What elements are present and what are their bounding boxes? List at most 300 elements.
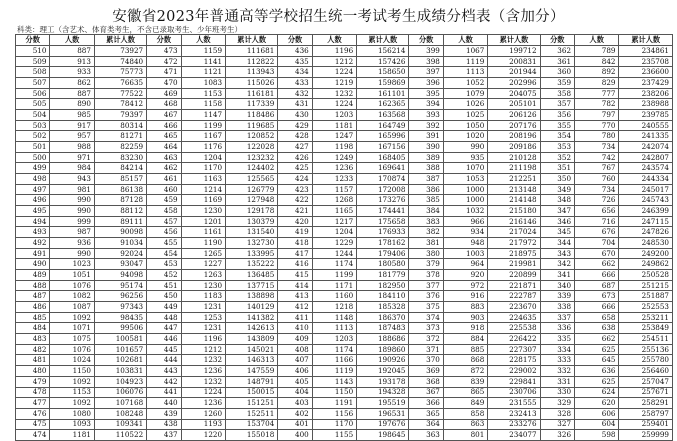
table-cell: 495 bbox=[16, 206, 50, 217]
table-cell: 255780 bbox=[619, 355, 673, 366]
table-cell: 424 bbox=[278, 174, 312, 185]
table-header-row bbox=[16, 35, 673, 46]
table-cell: 343 bbox=[540, 248, 574, 259]
table-cell: 377 bbox=[409, 280, 443, 291]
table-cell: 258291 bbox=[619, 398, 673, 409]
table-cell: 500 bbox=[16, 152, 50, 163]
table-cell: 493 bbox=[16, 227, 50, 238]
table-cell: 1227 bbox=[181, 259, 225, 270]
table-cell: 935 bbox=[443, 152, 487, 163]
table-cell: 373 bbox=[409, 323, 443, 334]
table-cell: 419 bbox=[278, 227, 312, 238]
table-cell: 112822 bbox=[226, 56, 278, 67]
table-cell: 1236 bbox=[181, 366, 225, 377]
table-cell: 1212 bbox=[181, 344, 225, 355]
table-cell: 82259 bbox=[94, 142, 146, 153]
table-cell: 379 bbox=[409, 259, 443, 270]
table-cell: 459 bbox=[147, 195, 181, 206]
table-cell: 1075 bbox=[50, 334, 94, 345]
table-cell: 84214 bbox=[94, 163, 146, 174]
table-cell: 415 bbox=[278, 270, 312, 281]
table-cell: 662 bbox=[575, 259, 619, 270]
table-cell: 1167 bbox=[181, 131, 225, 142]
table-cell: 362 bbox=[540, 46, 574, 57]
table-cell: 467 bbox=[147, 110, 181, 121]
table-cell: 92024 bbox=[94, 248, 146, 259]
table-cell: 350 bbox=[540, 174, 574, 185]
table-cell: 426 bbox=[278, 152, 312, 163]
table-row bbox=[16, 184, 673, 195]
table-cell: 1265 bbox=[181, 248, 225, 259]
table-cell: 1176 bbox=[181, 142, 225, 153]
table-cell: 396 bbox=[409, 78, 443, 89]
table-cell: 1236 bbox=[181, 398, 225, 409]
table-cell: 606 bbox=[575, 408, 619, 419]
table-cell: 1150 bbox=[312, 387, 356, 398]
table-cell: 226422 bbox=[488, 334, 540, 345]
table-cell: 1230 bbox=[181, 280, 225, 291]
table-cell: 430 bbox=[278, 110, 312, 121]
table-cell: 89111 bbox=[94, 216, 146, 227]
table-cell: 475 bbox=[16, 419, 50, 430]
table-cell: 103831 bbox=[94, 366, 146, 377]
table-cell: 83230 bbox=[94, 152, 146, 163]
table-cell: 351 bbox=[540, 163, 574, 174]
table-cell: 332 bbox=[540, 366, 574, 377]
table-cell: 123232 bbox=[226, 152, 278, 163]
table-cell: 257047 bbox=[619, 376, 673, 387]
table-cell: 625 bbox=[575, 376, 619, 387]
table-cell: 127948 bbox=[226, 195, 278, 206]
table-cell: 153704 bbox=[226, 419, 278, 430]
table-cell: 227307 bbox=[488, 344, 540, 355]
table-cell: 496 bbox=[16, 195, 50, 206]
table-cell: 152511 bbox=[226, 408, 278, 419]
table-cell: 414 bbox=[278, 280, 312, 291]
table-cell: 990 bbox=[443, 142, 487, 153]
table-cell: 918 bbox=[443, 323, 487, 334]
table-cell: 353 bbox=[540, 142, 574, 153]
table-cell: 1204 bbox=[312, 227, 356, 238]
table-cell: 326 bbox=[540, 430, 574, 441]
table-cell: 238206 bbox=[619, 88, 673, 99]
table-cell: 143809 bbox=[226, 334, 278, 345]
table-cell: 348 bbox=[540, 195, 574, 206]
table-cell: 1121 bbox=[181, 67, 225, 78]
table-row bbox=[16, 216, 673, 227]
column-header: 累计人数 bbox=[357, 35, 409, 46]
table-cell: 1023 bbox=[50, 259, 94, 270]
table-cell: 381 bbox=[409, 238, 443, 249]
table-cell: 331 bbox=[540, 376, 574, 387]
table-row bbox=[16, 88, 673, 99]
table-cell: 625 bbox=[575, 344, 619, 355]
table-cell: 341 bbox=[540, 270, 574, 281]
table-row bbox=[16, 291, 673, 302]
table-cell: 148791 bbox=[226, 376, 278, 387]
table-cell: 118486 bbox=[226, 110, 278, 121]
table-cell: 903 bbox=[443, 312, 487, 323]
table-cell: 238988 bbox=[619, 99, 673, 110]
table-cell: 371 bbox=[409, 344, 443, 355]
table-cell: 356 bbox=[540, 110, 574, 121]
table-cell: 1092 bbox=[50, 376, 94, 387]
table-cell: 199712 bbox=[488, 46, 540, 57]
table-cell: 163568 bbox=[357, 110, 409, 121]
table-cell: 413 bbox=[278, 291, 312, 302]
table-cell: 404 bbox=[278, 387, 312, 398]
table-cell: 673 bbox=[575, 291, 619, 302]
table-cell: 176933 bbox=[357, 227, 409, 238]
table-cell: 428 bbox=[278, 131, 312, 142]
table-cell: 1231 bbox=[181, 323, 225, 334]
table-cell: 1076 bbox=[50, 344, 94, 355]
table-cell: 249862 bbox=[619, 259, 673, 270]
table-cell: 161101 bbox=[357, 88, 409, 99]
table-cell: 91034 bbox=[94, 238, 146, 249]
table-cell: 716 bbox=[575, 216, 619, 227]
table-cell: 236600 bbox=[619, 67, 673, 78]
table-cell: 1157 bbox=[312, 184, 356, 195]
table-cell: 972 bbox=[443, 280, 487, 291]
table-cell: 1000 bbox=[443, 184, 487, 195]
table-cell: 1141 bbox=[181, 56, 225, 67]
table-cell: 96256 bbox=[94, 291, 146, 302]
table-cell: 494 bbox=[16, 216, 50, 227]
table-cell: 458 bbox=[147, 206, 181, 217]
column-header: 累计人数 bbox=[226, 35, 278, 46]
table-cell: 452 bbox=[147, 270, 181, 281]
table-cell: 1219 bbox=[312, 78, 356, 89]
table-cell: 1087 bbox=[50, 302, 94, 313]
table-cell: 243574 bbox=[619, 163, 673, 174]
table-cell: 984 bbox=[50, 163, 94, 174]
table-cell: 481 bbox=[16, 355, 50, 366]
table-cell: 498 bbox=[16, 174, 50, 185]
table-row bbox=[16, 344, 673, 355]
table-cell: 410 bbox=[278, 323, 312, 334]
table-cell: 157426 bbox=[357, 56, 409, 67]
table-cell: 461 bbox=[147, 174, 181, 185]
table-row bbox=[16, 174, 673, 185]
table-cell: 131540 bbox=[226, 227, 278, 238]
table-body bbox=[16, 46, 673, 441]
table-cell: 503 bbox=[16, 120, 50, 131]
table-cell: 394 bbox=[409, 99, 443, 110]
table-cell: 247826 bbox=[619, 227, 673, 238]
table-cell: 242807 bbox=[619, 152, 673, 163]
table-cell: 241335 bbox=[619, 131, 673, 142]
table-cell: 347 bbox=[540, 206, 574, 217]
table-cell: 645 bbox=[575, 355, 619, 366]
table-cell: 140129 bbox=[226, 302, 278, 313]
table-cell: 638 bbox=[575, 323, 619, 334]
table-cell: 354 bbox=[540, 131, 574, 142]
column-header: 分数 bbox=[278, 35, 312, 46]
table-cell: 145021 bbox=[226, 344, 278, 355]
table-cell: 1153 bbox=[181, 88, 225, 99]
table-cell: 100581 bbox=[94, 334, 146, 345]
table-cell: 726 bbox=[575, 195, 619, 206]
table-cell: 1071 bbox=[50, 323, 94, 334]
table-cell: 444 bbox=[147, 355, 181, 366]
table-cell: 151251 bbox=[226, 398, 278, 409]
table-cell: 1169 bbox=[181, 195, 225, 206]
table-cell: 222787 bbox=[488, 291, 540, 302]
table-cell: 333 bbox=[540, 355, 574, 366]
table-cell: 147559 bbox=[226, 366, 278, 377]
column-header: 人数 bbox=[312, 35, 356, 46]
table-cell: 480 bbox=[16, 366, 50, 377]
table-cell: 1203 bbox=[312, 334, 356, 345]
table-cell: 221871 bbox=[488, 280, 540, 291]
table-cell: 122028 bbox=[226, 142, 278, 153]
table-cell: 367 bbox=[409, 387, 443, 398]
table-cell: 389 bbox=[409, 152, 443, 163]
table-cell: 1174 bbox=[312, 344, 356, 355]
table-cell: 1079 bbox=[443, 88, 487, 99]
table-cell: 401 bbox=[278, 419, 312, 430]
table-cell: 913 bbox=[50, 56, 94, 67]
table-cell: 465 bbox=[147, 131, 181, 142]
table-cell: 1174 bbox=[312, 259, 356, 270]
table-cell: 990 bbox=[50, 195, 94, 206]
table-cell: 839 bbox=[443, 376, 487, 387]
table-cell: 433 bbox=[278, 78, 312, 89]
table-cell: 375 bbox=[409, 302, 443, 313]
table-cell: 448 bbox=[147, 312, 181, 323]
table-cell: 99506 bbox=[94, 323, 146, 334]
table-cell: 490 bbox=[16, 259, 50, 270]
table-cell: 620 bbox=[575, 398, 619, 409]
table-cell: 223670 bbox=[488, 302, 540, 313]
table-cell: 101657 bbox=[94, 344, 146, 355]
table-cell: 892 bbox=[575, 67, 619, 78]
table-cell: 327 bbox=[540, 419, 574, 430]
table-cell: 217024 bbox=[488, 227, 540, 238]
table-cell: 454 bbox=[147, 248, 181, 259]
table-cell: 210128 bbox=[488, 152, 540, 163]
table-cell: 250528 bbox=[619, 270, 673, 281]
table-row bbox=[16, 152, 673, 163]
table-cell: 231555 bbox=[488, 398, 540, 409]
column-header: 累计人数 bbox=[488, 35, 540, 46]
table-cell: 78412 bbox=[94, 99, 146, 110]
table-cell: 146313 bbox=[226, 355, 278, 366]
table-cell: 484 bbox=[16, 323, 50, 334]
table-cell: 1224 bbox=[181, 387, 225, 398]
table-cell: 412 bbox=[278, 302, 312, 313]
table-cell: 464 bbox=[147, 142, 181, 153]
table-cell: 1236 bbox=[312, 163, 356, 174]
table-row bbox=[16, 387, 673, 398]
table-cell: 242074 bbox=[619, 142, 673, 153]
table-cell: 395 bbox=[409, 88, 443, 99]
subject-category-line: 科类：理工（含艺术、体育类考生，不含已录取考生、少年班考生） bbox=[17, 25, 242, 34]
table-cell: 141382 bbox=[226, 312, 278, 323]
table-cell: 234861 bbox=[619, 46, 673, 57]
table-cell: 97343 bbox=[94, 302, 146, 313]
table-cell: 506 bbox=[16, 88, 50, 99]
table-cell: 142613 bbox=[226, 323, 278, 334]
table-cell: 217972 bbox=[488, 238, 540, 249]
table-row bbox=[16, 195, 673, 206]
table-cell: 184110 bbox=[357, 291, 409, 302]
table-cell: 1224 bbox=[312, 99, 356, 110]
table-cell: 170874 bbox=[357, 174, 409, 185]
table-row bbox=[16, 56, 673, 67]
table-row bbox=[16, 46, 673, 57]
table-cell: 443 bbox=[147, 366, 181, 377]
table-cell: 253211 bbox=[619, 312, 673, 323]
table-cell: 119685 bbox=[226, 120, 278, 131]
table-cell: 1199 bbox=[312, 270, 356, 281]
table-cell: 420 bbox=[278, 216, 312, 227]
table-row bbox=[16, 334, 673, 345]
table-cell: 233276 bbox=[488, 419, 540, 430]
table-cell: 1160 bbox=[312, 291, 356, 302]
table-cell: 1083 bbox=[181, 78, 225, 89]
table-cell: 393 bbox=[409, 110, 443, 121]
table-cell: 863 bbox=[443, 419, 487, 430]
table-cell: 990 bbox=[50, 206, 94, 217]
table-cell: 849 bbox=[443, 398, 487, 409]
table-cell: 884 bbox=[443, 334, 487, 345]
table-cell: 398 bbox=[409, 56, 443, 67]
column-header: 人数 bbox=[181, 35, 225, 46]
table-cell: 508 bbox=[16, 67, 50, 78]
table-cell: 164749 bbox=[357, 120, 409, 131]
table-cell: 408 bbox=[278, 344, 312, 355]
table-cell: 259999 bbox=[619, 430, 673, 441]
table-cell: 218975 bbox=[488, 248, 540, 259]
table-cell: 1155 bbox=[312, 430, 356, 441]
table-row bbox=[16, 259, 673, 270]
table-cell: 136485 bbox=[226, 270, 278, 281]
table-cell: 402 bbox=[278, 408, 312, 419]
table-cell: 858 bbox=[443, 408, 487, 419]
table-row bbox=[16, 131, 673, 142]
table-cell: 98435 bbox=[94, 312, 146, 323]
table-cell: 1201 bbox=[181, 216, 225, 227]
table-cell: 185328 bbox=[357, 302, 409, 313]
table-cell: 624 bbox=[575, 387, 619, 398]
table-cell: 174441 bbox=[357, 206, 409, 217]
table-cell: 198645 bbox=[357, 430, 409, 441]
table-cell: 1253 bbox=[181, 312, 225, 323]
table-cell: 214148 bbox=[488, 195, 540, 206]
table-cell: 216146 bbox=[488, 216, 540, 227]
table-cell: 1143 bbox=[312, 376, 356, 387]
table-cell: 115026 bbox=[226, 78, 278, 89]
table-cell: 1204 bbox=[181, 152, 225, 163]
table-cell: 357 bbox=[540, 99, 574, 110]
table-cell: 917 bbox=[50, 120, 94, 131]
table-cell: 887 bbox=[50, 88, 94, 99]
table-cell: 666 bbox=[575, 270, 619, 281]
table-cell: 492 bbox=[16, 238, 50, 249]
table-cell: 488 bbox=[16, 280, 50, 291]
table-cell: 1150 bbox=[50, 366, 94, 377]
table-cell: 253849 bbox=[619, 323, 673, 334]
table-cell: 936 bbox=[50, 238, 94, 249]
table-cell: 1198 bbox=[312, 142, 356, 153]
table-cell: 215180 bbox=[488, 206, 540, 217]
table-cell: 687 bbox=[575, 280, 619, 291]
table-cell: 193178 bbox=[357, 376, 409, 387]
table-row bbox=[16, 323, 673, 334]
table-cell: 1052 bbox=[443, 78, 487, 89]
table-cell: 172008 bbox=[357, 184, 409, 195]
table-cell: 248530 bbox=[619, 238, 673, 249]
table-row bbox=[16, 120, 673, 131]
table-cell: 1218 bbox=[312, 302, 356, 313]
table-cell: 212251 bbox=[488, 174, 540, 185]
table-cell: 88112 bbox=[94, 206, 146, 217]
table-cell: 201944 bbox=[488, 67, 540, 78]
table-cell: 76635 bbox=[94, 78, 146, 89]
table-cell: 340 bbox=[540, 280, 574, 291]
table-cell: 985 bbox=[50, 110, 94, 121]
table-cell: 1230 bbox=[181, 206, 225, 217]
table-cell: 872 bbox=[443, 366, 487, 377]
table-cell: 1232 bbox=[181, 376, 225, 387]
table-cell: 704 bbox=[575, 238, 619, 249]
table-cell: 346 bbox=[540, 216, 574, 227]
table-cell: 842 bbox=[575, 56, 619, 67]
table-cell: 434 bbox=[278, 67, 312, 78]
table-cell: 229002 bbox=[488, 366, 540, 377]
table-cell: 385 bbox=[409, 195, 443, 206]
table-cell: 933 bbox=[50, 67, 94, 78]
table-cell: 189860 bbox=[357, 344, 409, 355]
table-cell: 258797 bbox=[619, 408, 673, 419]
table-cell: 94098 bbox=[94, 270, 146, 281]
table-cell: 1263 bbox=[181, 270, 225, 281]
column-header: 分数 bbox=[16, 35, 50, 46]
table-cell: 409 bbox=[278, 334, 312, 345]
table-cell: 1092 bbox=[50, 398, 94, 409]
table-cell: 173276 bbox=[357, 195, 409, 206]
table-cell: 232413 bbox=[488, 408, 540, 419]
table-cell: 1159 bbox=[181, 46, 225, 57]
table-cell: 990 bbox=[50, 248, 94, 259]
table-cell: 943 bbox=[50, 174, 94, 185]
table-cell: 1232 bbox=[181, 355, 225, 366]
table-cell: 251887 bbox=[619, 291, 673, 302]
table-cell: 456 bbox=[147, 227, 181, 238]
table-cell: 1260 bbox=[181, 408, 225, 419]
table-cell: 251215 bbox=[619, 280, 673, 291]
table-cell: 107168 bbox=[94, 398, 146, 409]
table-cell: 770 bbox=[575, 120, 619, 131]
table-cell: 767 bbox=[575, 163, 619, 174]
table-cell: 1181 bbox=[50, 430, 94, 441]
table-cell: 470 bbox=[147, 78, 181, 89]
table-cell: 460 bbox=[147, 184, 181, 195]
table-cell: 95174 bbox=[94, 280, 146, 291]
table-cell: 405 bbox=[278, 376, 312, 387]
table-cell: 228175 bbox=[488, 355, 540, 366]
table-cell: 109341 bbox=[94, 419, 146, 430]
table-cell: 957 bbox=[50, 131, 94, 142]
table-cell: 421 bbox=[278, 206, 312, 217]
table-cell: 334 bbox=[540, 344, 574, 355]
table-cell: 760 bbox=[575, 174, 619, 185]
table-cell: 335 bbox=[540, 334, 574, 345]
table-cell: 1156 bbox=[312, 408, 356, 419]
table-cell: 234077 bbox=[488, 430, 540, 441]
